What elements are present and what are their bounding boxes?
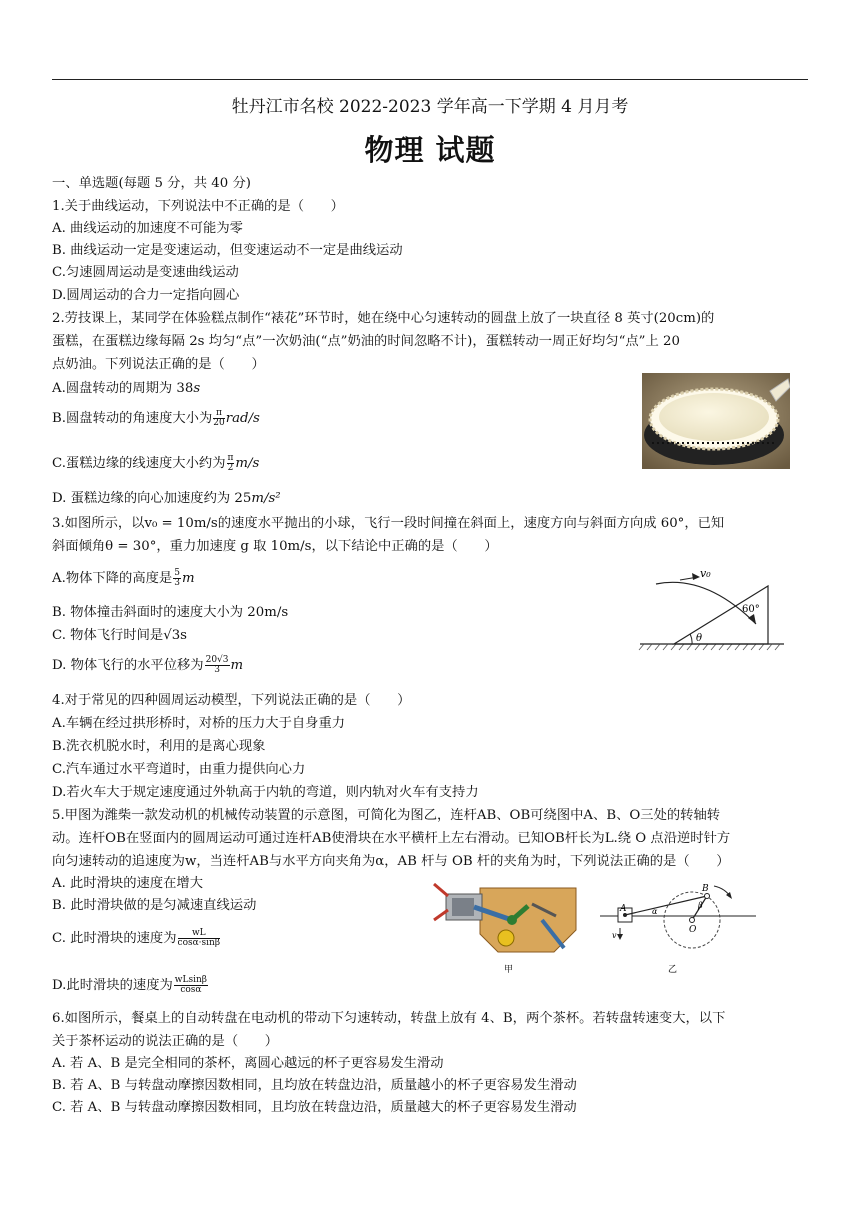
- incline-diagram: [636, 562, 788, 658]
- q6-option-b: B. 若 A、B 与转盘动摩擦因数相同，且均放在转盘边沿，质量越小的杯子更容易发生滑动: [52, 1078, 577, 1093]
- q3-stem-line2: 斜面倾角θ = 30°，重力加速度 g 取 10m/s，以下结论中正确的是（ ）: [52, 539, 498, 554]
- q2-stem-line2: 蛋糕，在蛋糕边缘每隔 2s 均匀“点”一次奶油(“点”奶油的时间忽略不计)，蛋糕转动一周正好均匀“点”上 20: [52, 334, 680, 349]
- linkage-diagram: [596, 880, 766, 975]
- engine-diagram: [428, 880, 588, 975]
- q3-option-c: C. 物体飞行时间是√3s: [52, 628, 187, 643]
- q5-stem-line1: 5.甲图为潍柴一款发动机的机械传动装置的示意图，可简化为图乙，连杆AB、OB可绕图中A、B、O三处的转轴转: [52, 808, 721, 823]
- q5-option-a: A. 此时滑块的速度在增大: [52, 876, 204, 891]
- point-o-label: O: [689, 925, 697, 935]
- q5-option-b: B. 此时滑块做的是匀减速直线运动: [52, 898, 257, 913]
- q3-option-d: D. 物体飞行的水平位移为 $\frac{20√3}{3}$ m: [52, 655, 244, 675]
- q1-option-a: A. 曲线运动的加速度不可能为零: [52, 221, 243, 236]
- q4-option-d: D.若火车大于规定速度通过外轨高于内轨的弯道，则内轨对火车有支持力: [52, 785, 479, 800]
- q2-stem-line3: 点奶油。下列说法正确的是（ ）: [52, 357, 265, 372]
- q1-option-c: C.匀速圆周运动是变速曲线运动: [52, 265, 239, 280]
- q3-stem-line1: 3.如图所示，以v₀ = 10m/s的速度水平抛出的小球，飞行一段时间撞在斜面上，速度方向与斜面方向成 60°，已知: [52, 516, 725, 531]
- q2-option-a: A.圆盘转动的周期为 38s: [52, 381, 201, 396]
- point-a-label: A: [620, 904, 627, 914]
- figure-label-yi: 乙: [668, 965, 678, 975]
- beta-label: β: [698, 901, 703, 910]
- velocity-label: v: [612, 931, 617, 940]
- exam-title: 物理 试题: [364, 133, 496, 167]
- q2-option-d: D. 蛋糕边缘的向心加速度约为 25m/s²: [52, 491, 281, 506]
- q2-option-c: C.蛋糕边缘的线速度大小约为 $\frac{\pi}{2}$ m/s: [52, 453, 260, 473]
- q1-option-b: B. 曲线运动一定是变速运动，但变速运动不一定是曲线运动: [52, 243, 403, 258]
- exam-subtitle: 牡丹江市名校 2022-2023 学年高一下学期 4 月月考: [231, 97, 629, 117]
- q6-stem-line1: 6.如图所示，餐桌上的自动转盘在电动机的带动下匀速转动，转盘上放有 4、B，两个茶杯。若转盘转速变大，以下: [52, 1011, 726, 1026]
- angle-label: 60°: [742, 604, 760, 615]
- theta-label: θ: [696, 633, 703, 644]
- q2-stem-line1: 2.劳技课上，某同学在体验糕点制作“裱花”环节时，她在绕中心匀速转动的圆盘上放了一块直径 8 英寸(20cm)的: [52, 311, 715, 326]
- q4-option-a: A.车辆在经过拱形桥时，对桥的压力大于自身重力: [52, 716, 346, 731]
- q6-option-a: A. 若 A、B 是完全相同的茶杯，离圆心越远的杯子更容易发生滑动: [52, 1056, 444, 1071]
- q6-option-c: C. 若 A、B 与转盘动摩擦因数相同，且均放在转盘边沿，质量越大的杯子更容易发生滑动: [52, 1100, 577, 1115]
- q5-stem-line2: 动。连杆OB在竖面内的圆周运动可通过连杆AB使滑块在水平横杆上左右滑动。已知OB杆长为L.绕 O 点沿逆时针方: [52, 831, 731, 846]
- point-b-label: B: [702, 884, 709, 894]
- q5-stem-line3: 向匀速转动的追速度为w，当连杆AB与水平方向夹角为α，AB 杆与 OB 杆的夹角为时，下列说法正确的是（ ）: [52, 854, 730, 869]
- q2-option-b: B.圆盘转动的角速度大小为 $\frac{\pi}{20}$ rad/s: [52, 408, 260, 428]
- alpha-label: α: [652, 907, 658, 916]
- section-heading: 一、单选题(每题 5 分，共 40 分): [52, 176, 251, 191]
- q4-option-b: B.洗衣机脱水时，利用的是离心现象: [52, 739, 266, 754]
- q6-stem-line2: 关于茶杯运动的说法正确的是（ ）: [52, 1034, 279, 1049]
- q3-option-b: B. 物体撞击斜面时的速度大小为 20m/s: [52, 605, 289, 620]
- q1-option-d: D.圆周运动的合力一定指向圆心: [52, 288, 240, 303]
- q4-stem: 4.对于常见的四种圆周运动模型，下列说法正确的是（ ）: [52, 693, 411, 708]
- q1-stem: 1.关于曲线运动，下列说法中不正确的是（ ）: [52, 199, 344, 214]
- q4-option-c: C.汽车通过水平弯道时，由重力提供向心力: [52, 762, 306, 777]
- header-rule: [52, 79, 808, 80]
- q5-option-d: D.此时滑块的速度为 $\frac{wLsin\beta}{\cos\alpha}$: [52, 975, 207, 995]
- cake-photo: [642, 373, 790, 469]
- figure-label-jia: 甲: [504, 965, 514, 975]
- v0-label: v₀: [700, 567, 711, 580]
- q3-option-a: A.物体下降的高度是 $\frac{5}{3}$ m: [52, 568, 195, 588]
- q5-option-c: C. 此时滑块的速度为 $\frac{wL}{\cos\alpha\cdot\sin\beta}$: [52, 928, 221, 948]
